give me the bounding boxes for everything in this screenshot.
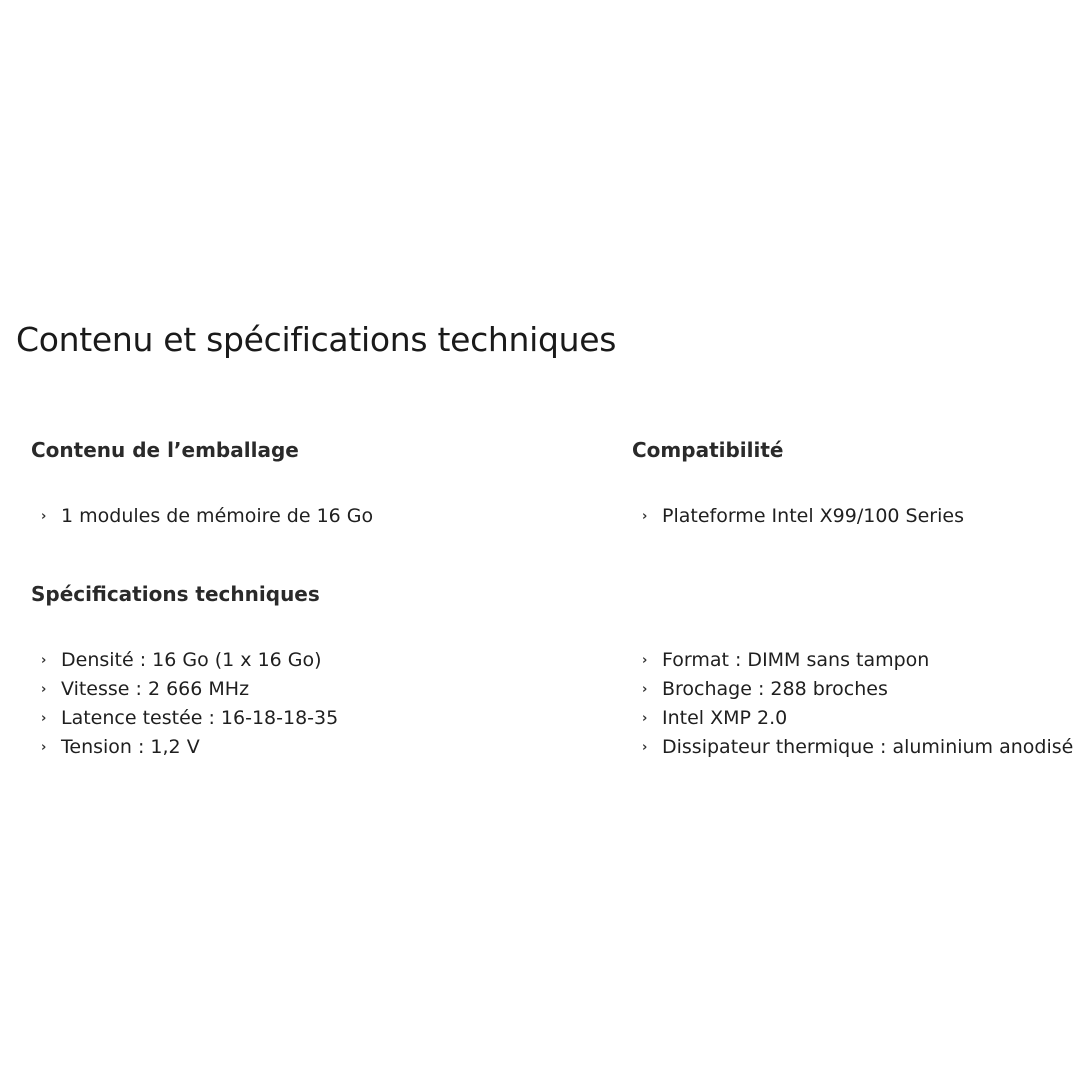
- list-item: › Tension : 1,2 V: [31, 733, 338, 762]
- package-heading: Contenu de l’emballage: [31, 438, 299, 462]
- list-item: › Dissipateur thermique : aluminium anodisé: [632, 733, 1073, 762]
- list-item: › Format : DIMM sans tampon: [632, 646, 1073, 675]
- list-item: › Densité : 16 Go (1 x 16 Go): [31, 646, 338, 675]
- chevron-right-icon: ›: [41, 682, 47, 697]
- chevron-right-icon: ›: [642, 711, 648, 726]
- list-item: › Vitesse : 2 666 MHz: [31, 675, 338, 704]
- page-title: Contenu et spécifications techniques: [16, 320, 617, 359]
- chevron-right-icon: ›: [41, 711, 47, 726]
- chevron-right-icon: ›: [642, 682, 648, 697]
- chevron-right-icon: ›: [41, 653, 47, 668]
- specs-heading: Spécifications techniques: [31, 582, 320, 606]
- specs-list-left: [31, 646, 338, 762]
- list-item: › 1 modules de mémoire de 16 Go: [31, 502, 373, 531]
- chevron-right-icon: ›: [642, 740, 648, 755]
- compatibility-list: [632, 502, 964, 531]
- chevron-right-icon: ›: [642, 653, 648, 668]
- chevron-right-icon: ›: [41, 509, 47, 524]
- specs-list-right: [632, 646, 1073, 762]
- chevron-right-icon: ›: [642, 509, 648, 524]
- list-item: › Plateforme Intel X99/100 Series: [632, 502, 964, 531]
- chevron-right-icon: ›: [41, 740, 47, 755]
- package-list: [31, 502, 373, 531]
- list-item: › Intel XMP 2.0: [632, 704, 1073, 733]
- list-item: › Latence testée : 16-18-18-35: [31, 704, 338, 733]
- list-item: › Brochage : 288 broches: [632, 675, 1073, 704]
- compatibility-heading: Compatibilité: [632, 438, 784, 462]
